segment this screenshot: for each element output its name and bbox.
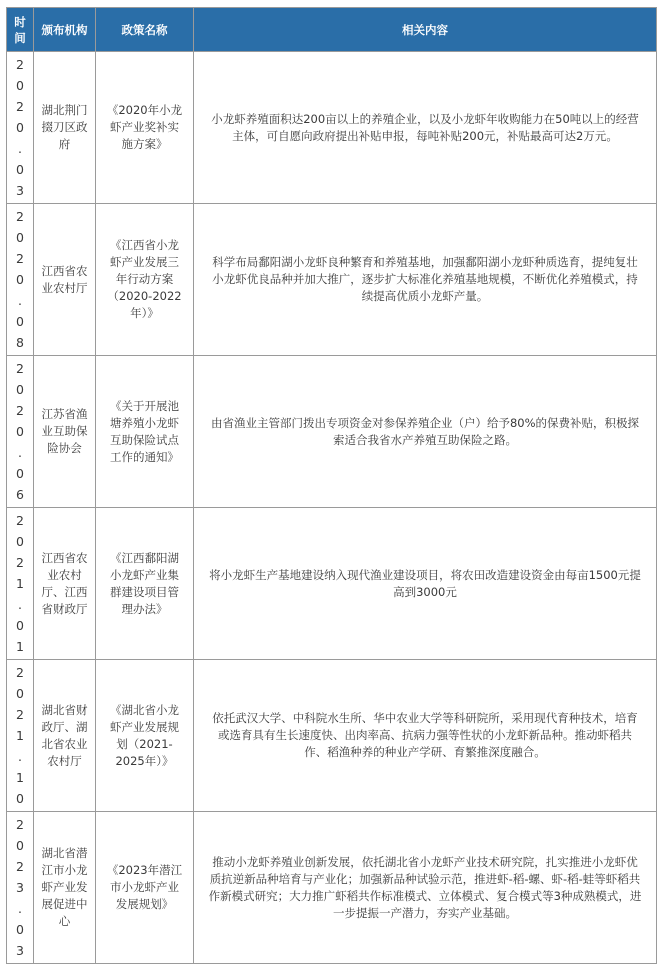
cell-content: 依托武汉大学、中科院水生所、华中农业大学等科研院所，采用现代育种技术，培育或选育具有生长速度快、出肉率高、抗病力强等性状的小龙虾新品种。推动虾稻共作、稻渔种养的种业产学研、育繁推深度融合。 bbox=[194, 660, 657, 812]
cell-content: 推动小龙虾养殖业创新发展，依托湖北省小龙虾产业技术研究院，扎实推进小龙虾优质抗逆新品种培育与产业化；加强新品种试验示范，推进虾-稻-螺、虾-稻-蛙等虾稻共作新模式研究；大力推广虾稻共作标准模式、立体模式、复合模式等3种成熟模式，进一步提振一产潜力，夯实产业基础。 bbox=[194, 812, 657, 964]
cell-policy: 《关于开展池塘养殖小龙虾互助保险试点工作的通知》 bbox=[96, 356, 194, 508]
cell-time: 2 0 2 0 . 0 3 bbox=[7, 52, 34, 204]
header-time: 时间 bbox=[7, 8, 34, 52]
cell-time: 2 0 2 1 . 0 1 bbox=[7, 508, 34, 660]
cell-time: 2 0 2 0 . 0 6 bbox=[7, 356, 34, 508]
table-row bbox=[7, 508, 657, 660]
table-row bbox=[7, 52, 657, 204]
cell-time: 2 0 2 3 . 0 3 bbox=[7, 812, 34, 964]
cell-issuer: 江西省农业农村厅 bbox=[34, 204, 96, 356]
header-issuer: 颁布机构 bbox=[34, 8, 96, 52]
header-content: 相关内容 bbox=[194, 8, 657, 52]
cell-issuer: 湖北省财政厅、湖北省农业农村厅 bbox=[34, 660, 96, 812]
cell-policy: 《江西鄱阳湖小龙虾产业集群建设项目管理办法》 bbox=[96, 508, 194, 660]
cell-content: 小龙虾养殖面积达200亩以上的养殖企业，以及小龙虾年收购能力在50吨以上的经营主体，可自愿向政府提出补贴申报，每吨补贴200元，补贴最高可达2万元。 bbox=[194, 52, 657, 204]
header-policy: 政策名称 bbox=[96, 8, 194, 52]
table-row bbox=[7, 204, 657, 356]
cell-issuer: 江西省农业农村厅、江西省财政厅 bbox=[34, 508, 96, 660]
cell-content: 科学布局鄱阳湖小龙虾良种繁育和养殖基地，加强鄱阳湖小龙虾种质选育，提纯复壮小龙虾优良品种并加大推广，逐步扩大标准化养殖基地规模，不断优化养殖模式，持续提高优质小龙虾产量。 bbox=[194, 204, 657, 356]
table-row bbox=[7, 660, 657, 812]
cell-time: 2 0 2 0 . 0 8 bbox=[7, 204, 34, 356]
cell-policy: 《2020年小龙虾产业奖补实施方案》 bbox=[96, 52, 194, 204]
cell-issuer: 湖北省潜江市小龙虾产业发展促进中心 bbox=[34, 812, 96, 964]
cell-time: 2 0 2 1 . 1 0 bbox=[7, 660, 34, 812]
policy-table bbox=[6, 7, 657, 964]
cell-policy: 《江西省小龙虾产业发展三年行动方案（2020-2022年）》 bbox=[96, 204, 194, 356]
cell-content: 将小龙虾生产基地建设纳入现代渔业建设项目，将农田改造建设资金由每亩1500元提高到3000元 bbox=[194, 508, 657, 660]
cell-policy: 《2023年潜江市小龙虾产业发展规划》 bbox=[96, 812, 194, 964]
cell-issuer: 江苏省渔业互助保险协会 bbox=[34, 356, 96, 508]
table-header-row bbox=[7, 8, 657, 52]
cell-issuer: 湖北荆门掇刀区政府 bbox=[34, 52, 96, 204]
cell-policy: 《湖北省小龙虾产业发展规划（2021-2025年）》 bbox=[96, 660, 194, 812]
table-row bbox=[7, 356, 657, 508]
table-row bbox=[7, 812, 657, 964]
cell-content: 由省渔业主管部门拨出专项资金对参保养殖企业（户）给予80%的保费补贴，积极探索适合我省水产养殖互助保险之路。 bbox=[194, 356, 657, 508]
